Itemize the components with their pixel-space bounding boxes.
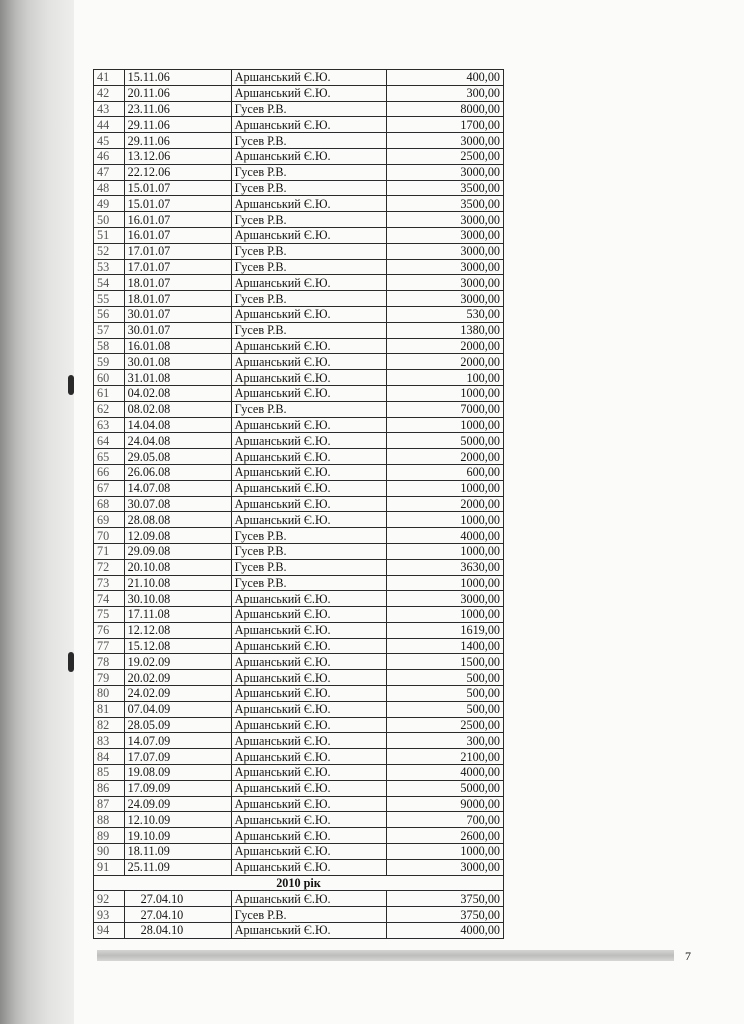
amount-cell: 4000,00 xyxy=(386,765,503,781)
date-cell: 26.06.08 xyxy=(124,464,231,480)
row-number-cell: 48 xyxy=(94,180,125,196)
table-row xyxy=(94,670,504,686)
payer-name-cell: Аршанський Є.Ю. xyxy=(231,844,386,860)
amount-cell: 3000,00 xyxy=(386,591,503,607)
date-cell: 29.09.08 xyxy=(124,543,231,559)
table-row xyxy=(94,243,504,259)
table-row xyxy=(94,449,504,465)
row-number-cell: 86 xyxy=(94,780,125,796)
table-row xyxy=(94,306,504,322)
date-cell: 22.12.06 xyxy=(124,164,231,180)
date-cell: 15.12.08 xyxy=(124,638,231,654)
table-row xyxy=(94,117,504,133)
amount-cell: 2000,00 xyxy=(386,354,503,370)
table-row xyxy=(94,85,504,101)
date-cell: 12.12.08 xyxy=(124,622,231,638)
amount-cell: 1380,00 xyxy=(386,322,503,338)
amount-cell: 1700,00 xyxy=(386,117,503,133)
row-number-cell: 43 xyxy=(94,101,125,117)
amount-cell: 7000,00 xyxy=(386,401,503,417)
date-cell: 24.04.08 xyxy=(124,433,231,449)
date-cell: 28.04.10 xyxy=(124,923,231,939)
scan-shadow-edge xyxy=(0,0,74,1024)
row-number-cell: 49 xyxy=(94,196,125,212)
payer-name-cell: Гусев Р.В. xyxy=(231,164,386,180)
row-number-cell: 61 xyxy=(94,385,125,401)
table-row xyxy=(94,275,504,291)
payer-name-cell: Аршанський Є.Ю. xyxy=(231,117,386,133)
row-number-cell: 45 xyxy=(94,133,125,149)
payer-name-cell: Гусев Р.В. xyxy=(231,907,386,923)
date-cell: 14.04.08 xyxy=(124,417,231,433)
row-number-cell: 47 xyxy=(94,164,125,180)
row-number-cell: 81 xyxy=(94,701,125,717)
row-number-cell: 60 xyxy=(94,370,125,386)
date-cell: 14.07.08 xyxy=(124,480,231,496)
row-number-cell: 58 xyxy=(94,338,125,354)
date-cell: 17.01.07 xyxy=(124,243,231,259)
date-cell: 07.04.09 xyxy=(124,701,231,717)
amount-cell: 1000,00 xyxy=(386,385,503,401)
payer-name-cell: Аршанський Є.Ю. xyxy=(231,686,386,702)
row-number-cell: 79 xyxy=(94,670,125,686)
date-cell: 12.09.08 xyxy=(124,528,231,544)
binder-hole-mark xyxy=(68,652,74,672)
table-row xyxy=(94,638,504,654)
amount-cell: 3000,00 xyxy=(386,133,503,149)
row-number-cell: 64 xyxy=(94,433,125,449)
amount-cell: 3000,00 xyxy=(386,227,503,243)
page-number: 7 xyxy=(685,949,691,963)
amount-cell: 3750,00 xyxy=(386,907,503,923)
row-number-cell: 75 xyxy=(94,607,125,623)
amount-cell: 3000,00 xyxy=(386,291,503,307)
payer-name-cell: Аршанський Є.Ю. xyxy=(231,496,386,512)
amount-cell: 1000,00 xyxy=(386,543,503,559)
payer-name-cell: Аршанський Є.Ю. xyxy=(231,480,386,496)
table-row xyxy=(94,891,504,907)
date-cell: 23.11.06 xyxy=(124,101,231,117)
row-number-cell: 80 xyxy=(94,686,125,702)
amount-cell: 1000,00 xyxy=(386,607,503,623)
payer-name-cell: Аршанський Є.Ю. xyxy=(231,306,386,322)
date-cell: 20.02.09 xyxy=(124,670,231,686)
date-cell: 19.02.09 xyxy=(124,654,231,670)
payer-name-cell: Аршанський Є.Ю. xyxy=(231,891,386,907)
row-number-cell: 50 xyxy=(94,212,125,228)
table-row xyxy=(94,749,504,765)
row-number-cell: 65 xyxy=(94,449,125,465)
row-number-cell: 94 xyxy=(94,923,125,939)
date-cell: 27.04.10 xyxy=(124,891,231,907)
payer-name-cell: Аршанський Є.Ю. xyxy=(231,70,386,86)
row-number-cell: 53 xyxy=(94,259,125,275)
row-number-cell: 70 xyxy=(94,528,125,544)
row-number-cell: 66 xyxy=(94,464,125,480)
payer-name-cell: Аршанський Є.Ю. xyxy=(231,338,386,354)
row-number-cell: 76 xyxy=(94,622,125,638)
amount-cell: 1000,00 xyxy=(386,844,503,860)
table-row xyxy=(94,227,504,243)
table-row xyxy=(94,686,504,702)
date-cell: 30.10.08 xyxy=(124,591,231,607)
table-row xyxy=(94,844,504,860)
amount-cell: 3000,00 xyxy=(386,275,503,291)
payer-name-cell: Гусев Р.В. xyxy=(231,133,386,149)
date-cell: 18.11.09 xyxy=(124,844,231,860)
table-row xyxy=(94,543,504,559)
row-number-cell: 42 xyxy=(94,85,125,101)
date-cell: 17.07.09 xyxy=(124,749,231,765)
amount-cell: 3000,00 xyxy=(386,164,503,180)
row-number-cell: 59 xyxy=(94,354,125,370)
table-row xyxy=(94,765,504,781)
table-row xyxy=(94,575,504,591)
date-cell: 30.01.07 xyxy=(124,306,231,322)
date-cell: 15.11.06 xyxy=(124,70,231,86)
payer-name-cell: Аршанський Є.Ю. xyxy=(231,733,386,749)
table-row xyxy=(94,796,504,812)
row-number-cell: 93 xyxy=(94,907,125,923)
amount-cell: 9000,00 xyxy=(386,796,503,812)
amount-cell: 100,00 xyxy=(386,370,503,386)
row-number-cell: 92 xyxy=(94,891,125,907)
payer-name-cell: Аршанський Є.Ю. xyxy=(231,670,386,686)
row-number-cell: 84 xyxy=(94,749,125,765)
row-number-cell: 55 xyxy=(94,291,125,307)
amount-cell: 2000,00 xyxy=(386,449,503,465)
payer-name-cell: Аршанський Є.Ю. xyxy=(231,464,386,480)
table-row xyxy=(94,291,504,307)
amount-cell: 700,00 xyxy=(386,812,503,828)
binder-hole-mark xyxy=(68,375,74,395)
table-row xyxy=(94,101,504,117)
date-cell: 18.01.07 xyxy=(124,275,231,291)
amount-cell: 530,00 xyxy=(386,306,503,322)
row-number-cell: 90 xyxy=(94,844,125,860)
date-cell: 18.01.07 xyxy=(124,291,231,307)
date-cell: 21.10.08 xyxy=(124,575,231,591)
payer-name-cell: Гусев Р.В. xyxy=(231,401,386,417)
date-cell: 19.08.09 xyxy=(124,765,231,781)
payer-name-cell: Аршанський Є.Ю. xyxy=(231,148,386,164)
table-row xyxy=(94,259,504,275)
table-row xyxy=(94,196,504,212)
amount-cell: 5000,00 xyxy=(386,433,503,449)
amount-cell: 8000,00 xyxy=(386,101,503,117)
date-cell: 20.10.08 xyxy=(124,559,231,575)
row-number-cell: 82 xyxy=(94,717,125,733)
table-row xyxy=(94,401,504,417)
payer-name-cell: Аршанський Є.Ю. xyxy=(231,701,386,717)
table-row xyxy=(94,733,504,749)
table-row xyxy=(94,591,504,607)
payer-name-cell: Аршанський Є.Ю. xyxy=(231,607,386,623)
date-cell: 28.08.08 xyxy=(124,512,231,528)
payer-name-cell: Гусев Р.В. xyxy=(231,575,386,591)
row-number-cell: 52 xyxy=(94,243,125,259)
amount-cell: 3000,00 xyxy=(386,859,503,875)
row-number-cell: 78 xyxy=(94,654,125,670)
amount-cell: 500,00 xyxy=(386,686,503,702)
payments-table xyxy=(93,69,504,939)
payer-name-cell: Гусев Р.В. xyxy=(231,559,386,575)
row-number-cell: 69 xyxy=(94,512,125,528)
amount-cell: 1000,00 xyxy=(386,480,503,496)
amount-cell: 1400,00 xyxy=(386,638,503,654)
table-row xyxy=(94,559,504,575)
amount-cell: 500,00 xyxy=(386,670,503,686)
amount-cell: 2000,00 xyxy=(386,338,503,354)
row-number-cell: 91 xyxy=(94,859,125,875)
row-number-cell: 63 xyxy=(94,417,125,433)
table-row xyxy=(94,607,504,623)
date-cell: 29.11.06 xyxy=(124,133,231,149)
date-cell: 16.01.07 xyxy=(124,227,231,243)
date-cell: 24.02.09 xyxy=(124,686,231,702)
date-cell: 20.11.06 xyxy=(124,85,231,101)
amount-cell: 3500,00 xyxy=(386,180,503,196)
table-row xyxy=(94,370,504,386)
table-row xyxy=(94,701,504,717)
table-row xyxy=(94,148,504,164)
payer-name-cell: Гусев Р.В. xyxy=(231,528,386,544)
amount-cell: 3000,00 xyxy=(386,259,503,275)
payer-name-cell: Гусев Р.В. xyxy=(231,322,386,338)
payer-name-cell: Аршанський Є.Ю. xyxy=(231,749,386,765)
amount-cell: 1000,00 xyxy=(386,512,503,528)
row-number-cell: 67 xyxy=(94,480,125,496)
payer-name-cell: Аршанський Є.Ю. xyxy=(231,354,386,370)
payer-name-cell: Аршанський Є.Ю. xyxy=(231,449,386,465)
payer-name-cell: Аршанський Є.Ю. xyxy=(231,196,386,212)
payer-name-cell: Аршанський Є.Ю. xyxy=(231,591,386,607)
table-row xyxy=(94,70,504,86)
date-cell: 31.01.08 xyxy=(124,370,231,386)
table-row xyxy=(94,496,504,512)
payer-name-cell: Аршанський Є.Ю. xyxy=(231,275,386,291)
amount-cell: 1000,00 xyxy=(386,575,503,591)
amount-cell: 3000,00 xyxy=(386,243,503,259)
date-cell: 12.10.09 xyxy=(124,812,231,828)
year-heading-row xyxy=(94,875,504,891)
amount-cell: 500,00 xyxy=(386,701,503,717)
row-number-cell: 77 xyxy=(94,638,125,654)
row-number-cell: 54 xyxy=(94,275,125,291)
row-number-cell: 88 xyxy=(94,812,125,828)
date-cell: 17.11.08 xyxy=(124,607,231,623)
date-cell: 29.05.08 xyxy=(124,449,231,465)
amount-cell: 1500,00 xyxy=(386,654,503,670)
amount-cell: 2500,00 xyxy=(386,717,503,733)
table-row xyxy=(94,717,504,733)
table-row xyxy=(94,859,504,875)
table-row xyxy=(94,354,504,370)
amount-cell: 3630,00 xyxy=(386,559,503,575)
row-number-cell: 57 xyxy=(94,322,125,338)
amount-cell: 3750,00 xyxy=(386,891,503,907)
table-row xyxy=(94,417,504,433)
amount-cell: 300,00 xyxy=(386,733,503,749)
date-cell: 08.02.08 xyxy=(124,401,231,417)
table-row xyxy=(94,322,504,338)
table-row xyxy=(94,622,504,638)
payer-name-cell: Аршанський Є.Ю. xyxy=(231,385,386,401)
table-row xyxy=(94,480,504,496)
payer-name-cell: Аршанський Є.Ю. xyxy=(231,923,386,939)
amount-cell: 5000,00 xyxy=(386,780,503,796)
table-row xyxy=(94,512,504,528)
date-cell: 13.12.06 xyxy=(124,148,231,164)
row-number-cell: 83 xyxy=(94,733,125,749)
amount-cell: 4000,00 xyxy=(386,923,503,939)
amount-cell: 1619,00 xyxy=(386,622,503,638)
row-number-cell: 51 xyxy=(94,227,125,243)
payer-name-cell: Гусев Р.В. xyxy=(231,212,386,228)
row-number-cell: 46 xyxy=(94,148,125,164)
payer-name-cell: Аршанський Є.Ю. xyxy=(231,370,386,386)
amount-cell: 2100,00 xyxy=(386,749,503,765)
table-row xyxy=(94,133,504,149)
table-row xyxy=(94,338,504,354)
amount-cell: 600,00 xyxy=(386,464,503,480)
payer-name-cell: Аршанський Є.Ю. xyxy=(231,85,386,101)
payer-name-cell: Гусев Р.В. xyxy=(231,243,386,259)
table-row xyxy=(94,212,504,228)
payer-name-cell: Аршанський Є.Ю. xyxy=(231,780,386,796)
date-cell: 15.01.07 xyxy=(124,180,231,196)
date-cell: 17.01.07 xyxy=(124,259,231,275)
date-cell: 19.10.09 xyxy=(124,828,231,844)
table-row xyxy=(94,907,504,923)
amount-cell: 3000,00 xyxy=(386,212,503,228)
date-cell: 29.11.06 xyxy=(124,117,231,133)
table-row xyxy=(94,828,504,844)
row-number-cell: 41 xyxy=(94,70,125,86)
date-cell: 15.01.07 xyxy=(124,196,231,212)
table-row xyxy=(94,464,504,480)
payer-name-cell: Гусев Р.В. xyxy=(231,180,386,196)
date-cell: 24.09.09 xyxy=(124,796,231,812)
date-cell: 16.01.08 xyxy=(124,338,231,354)
table-row xyxy=(94,164,504,180)
amount-cell: 400,00 xyxy=(386,70,503,86)
row-number-cell: 89 xyxy=(94,828,125,844)
row-number-cell: 74 xyxy=(94,591,125,607)
payer-name-cell: Аршанський Є.Ю. xyxy=(231,859,386,875)
payer-name-cell: Аршанський Є.Ю. xyxy=(231,717,386,733)
row-number-cell: 62 xyxy=(94,401,125,417)
payer-name-cell: Аршанський Є.Ю. xyxy=(231,227,386,243)
amount-cell: 4000,00 xyxy=(386,528,503,544)
payer-name-cell: Гусев Р.В. xyxy=(231,259,386,275)
date-cell: 30.01.07 xyxy=(124,322,231,338)
year-heading: 2010 рік xyxy=(94,875,504,891)
amount-cell: 3500,00 xyxy=(386,196,503,212)
date-cell: 14.07.09 xyxy=(124,733,231,749)
payer-name-cell: Аршанський Є.Ю. xyxy=(231,828,386,844)
table-row xyxy=(94,780,504,796)
payer-name-cell: Гусев Р.В. xyxy=(231,101,386,117)
amount-cell: 2500,00 xyxy=(386,148,503,164)
amount-cell: 2000,00 xyxy=(386,496,503,512)
payer-name-cell: Гусев Р.В. xyxy=(231,291,386,307)
payer-name-cell: Аршанський Є.Ю. xyxy=(231,796,386,812)
amount-cell: 300,00 xyxy=(386,85,503,101)
date-cell: 17.09.09 xyxy=(124,780,231,796)
table-row xyxy=(94,654,504,670)
date-cell: 28.05.09 xyxy=(124,717,231,733)
amount-cell: 1000,00 xyxy=(386,417,503,433)
scan-bottom-strip xyxy=(97,950,674,961)
amount-cell: 2600,00 xyxy=(386,828,503,844)
date-cell: 16.01.07 xyxy=(124,212,231,228)
row-number-cell: 87 xyxy=(94,796,125,812)
payer-name-cell: Гусев Р.В. xyxy=(231,543,386,559)
row-number-cell: 44 xyxy=(94,117,125,133)
row-number-cell: 85 xyxy=(94,765,125,781)
payer-name-cell: Аршанський Є.Ю. xyxy=(231,638,386,654)
row-number-cell: 72 xyxy=(94,559,125,575)
payer-name-cell: Аршанський Є.Ю. xyxy=(231,433,386,449)
payer-name-cell: Аршанський Є.Ю. xyxy=(231,417,386,433)
date-cell: 30.01.08 xyxy=(124,354,231,370)
payer-name-cell: Аршанський Є.Ю. xyxy=(231,622,386,638)
table-row xyxy=(94,180,504,196)
table-row xyxy=(94,433,504,449)
row-number-cell: 56 xyxy=(94,306,125,322)
payer-name-cell: Аршанський Є.Ю. xyxy=(231,812,386,828)
payer-name-cell: Аршанський Є.Ю. xyxy=(231,512,386,528)
date-cell: 27.04.10 xyxy=(124,907,231,923)
date-cell: 30.07.08 xyxy=(124,496,231,512)
payer-name-cell: Аршанський Є.Ю. xyxy=(231,765,386,781)
payments-table-body xyxy=(94,70,504,939)
row-number-cell: 73 xyxy=(94,575,125,591)
table-row xyxy=(94,923,504,939)
payer-name-cell: Аршанський Є.Ю. xyxy=(231,654,386,670)
date-cell: 04.02.08 xyxy=(124,385,231,401)
table-row xyxy=(94,812,504,828)
row-number-cell: 71 xyxy=(94,543,125,559)
table-row xyxy=(94,385,504,401)
row-number-cell: 68 xyxy=(94,496,125,512)
date-cell: 25.11.09 xyxy=(124,859,231,875)
table-row xyxy=(94,528,504,544)
